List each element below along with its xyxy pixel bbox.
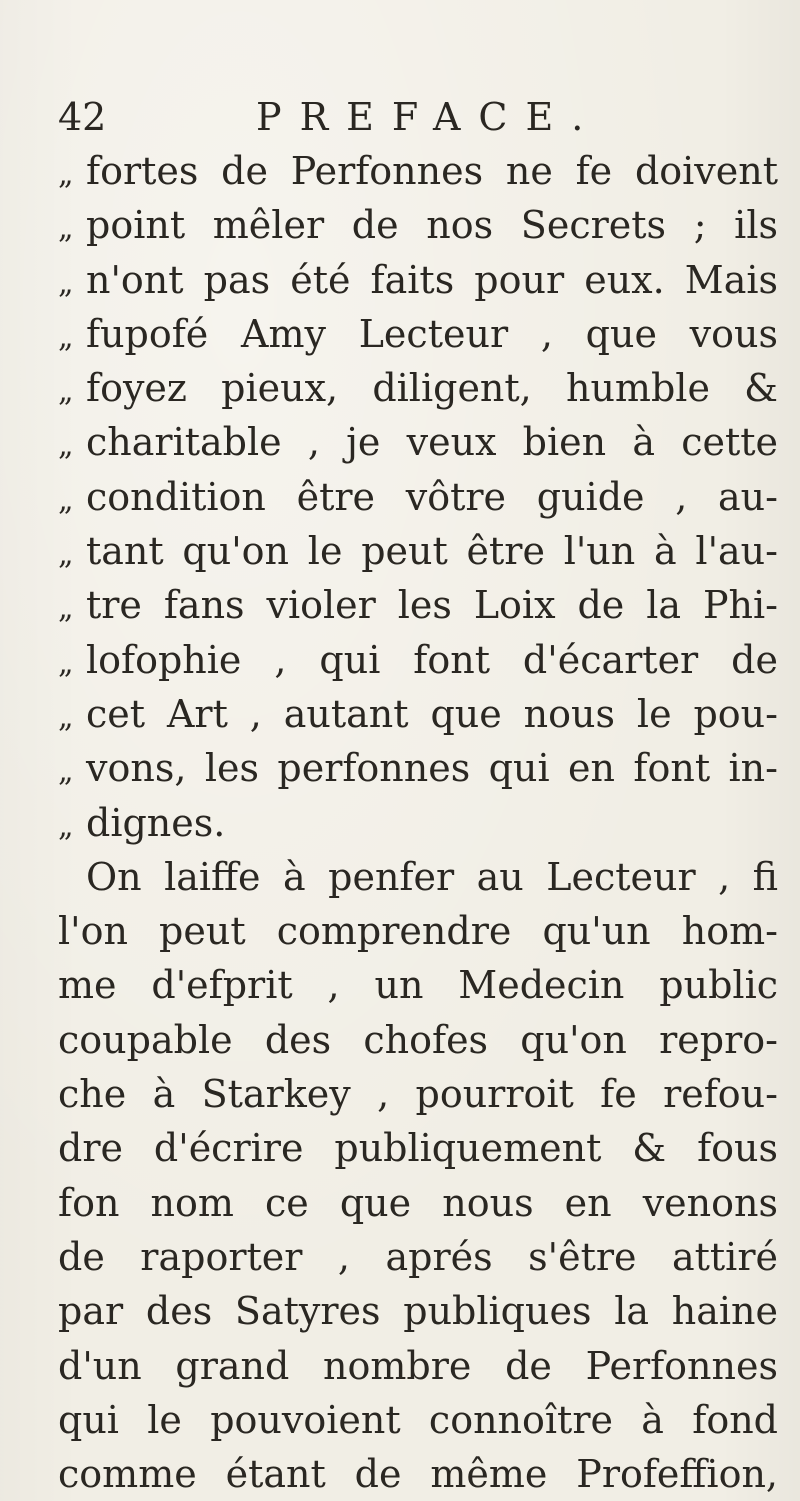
quotation-mark: „ [58,265,74,301]
line-text: point mêler de nos Secrets ; ils [86,203,778,248]
text-line [58,1393,778,1447]
line-text: qui le pouvoient connoître à fond [58,1397,778,1442]
text-line [58,470,778,524]
page-header [58,92,778,142]
text-line [58,415,778,469]
quotation-mark: „ [58,591,74,627]
quotation-mark: „ [58,428,74,464]
text-line [58,958,778,1012]
text-line [58,1121,778,1175]
line-text: me d'efprit , un Medecin public [58,963,778,1008]
line-text: fupofé Amy Lecteur , que vous [86,311,778,356]
quotation-mark: „ [58,211,74,247]
running-head: PREFACE. [256,95,602,139]
line-text: cet Art , autant que nous le pou- [86,691,778,736]
quotation-mark: „ [58,699,74,735]
text-line [58,850,778,904]
quotation-mark: „ [58,645,74,681]
quotation-mark: „ [58,157,74,192]
text-line [58,253,778,307]
line-text: lofophie , qui font d'écarter de [86,637,778,682]
line-text: de raporter , aprés s'être attiré [58,1234,778,1279]
line-text: foyez pieux, diligent, humble & [86,366,778,411]
text-line [58,904,778,958]
line-text: d'un grand nombre de Perfonnes [58,1343,778,1388]
line-text: tre fans violer les Loix de la Phi- [86,583,778,628]
line-text: coupable des chofes qu'on repro- [58,1017,778,1062]
quotation-mark: „ [58,374,74,410]
line-text: On laiffe à penfer au Lecteur , fi [86,854,778,899]
line-text: comme étant de même Profeffion, [58,1452,778,1497]
text-line [58,687,778,741]
quotation-mark: „ [58,808,74,844]
line-text: fortes de Perfonnes ne fe doivent [86,149,778,193]
line-text: dre d'écrire publiquement & fous [58,1126,778,1171]
text-line [58,1067,778,1121]
line-text: condition être vôtre guide , au- [86,474,778,519]
text-line [58,741,778,795]
text-line [58,1230,778,1284]
line-text: n'ont pas été faits pour eux. Mais [86,257,778,302]
text-line [58,144,778,198]
text-line [58,1013,778,1067]
line-text: dignes. [86,800,226,845]
line-text: l'on peut comprendre qu'un hom- [58,909,778,954]
quotation-mark: „ [58,319,74,355]
text-line [58,796,778,850]
line-text: charitable , je veux bien à cette [86,420,778,465]
text-line [58,1284,778,1338]
text-line [58,307,778,361]
line-text: vons, les perfonnes qui en font in- [86,746,778,791]
text-line [58,1339,778,1393]
text-line [58,1176,778,1230]
text-line [58,361,778,415]
page-number: 42 [58,95,107,139]
quotation-mark: „ [58,482,74,518]
line-text: tant qu'on le peut être l'un à l'au- [86,529,778,574]
line-text: par des Satyres publiques la haine [58,1289,778,1334]
body-text [58,144,778,1501]
line-text: che à Starkey , pourroit fe refou- [58,1072,778,1117]
text-line [58,578,778,632]
text-line [58,524,778,578]
text-line [58,198,778,252]
quotation-mark: „ [58,537,74,573]
text-line [58,1447,778,1501]
text-line [58,633,778,687]
quotation-mark: „ [58,754,74,790]
line-text: fon nom ce que nous en venons [58,1180,778,1225]
